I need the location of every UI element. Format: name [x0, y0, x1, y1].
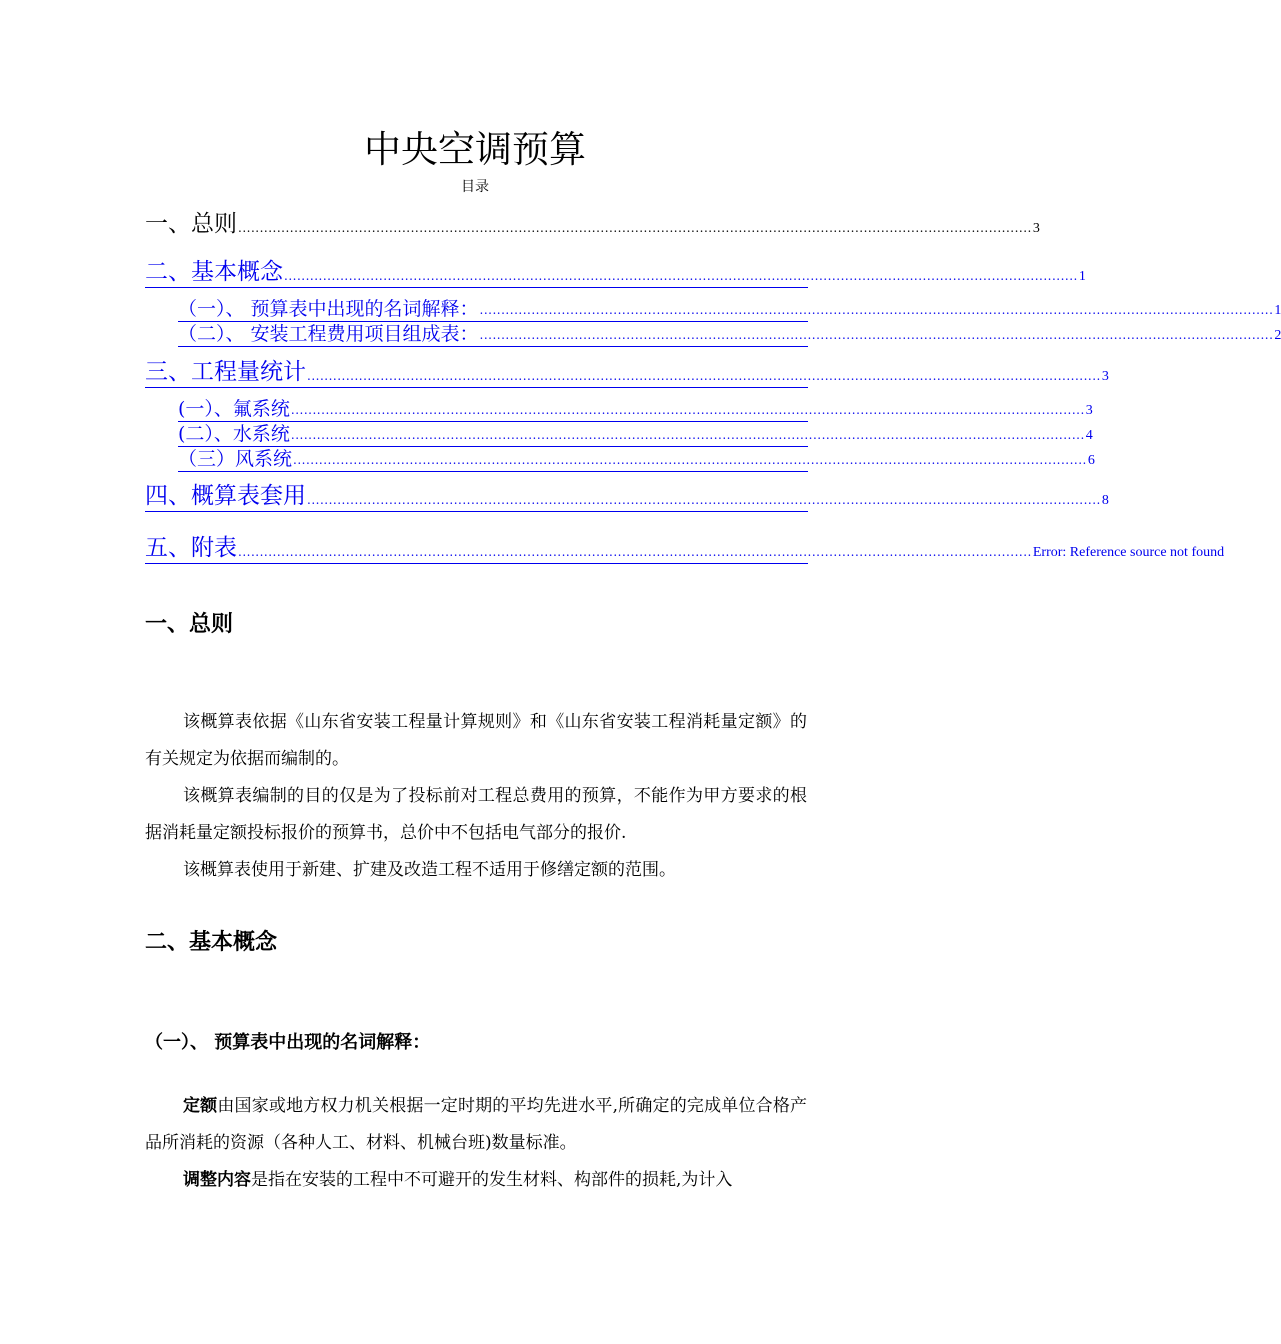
toc-item-label: 三、工程量统计	[145, 359, 306, 385]
toc-link-appendix[interactable]	[145, 533, 1225, 564]
toc-link-terms[interactable]	[178, 297, 1281, 322]
toc-link-water-system[interactable]	[178, 422, 1093, 447]
toc-item-label: 二、基本概念	[145, 259, 283, 285]
toc-page-number: 1	[1078, 269, 1086, 284]
toc-page-number: Error: Reference source not found	[1032, 545, 1225, 560]
section-heading-basic-concepts: 二、基本概念	[145, 930, 278, 955]
term-definition	[145, 1088, 807, 1162]
toc-link-cost-items[interactable]	[178, 322, 1281, 347]
toc-link-quantity[interactable]	[145, 357, 1109, 388]
toc-caption: 目录	[461, 179, 489, 195]
toc-item-label: (一）、氟系统	[178, 398, 290, 420]
toc-page-number: 6	[1087, 453, 1095, 468]
toc-leader-dots: ........................................................................................................................................................................................	[238, 545, 1032, 559]
toc-link-air-system[interactable]	[178, 447, 1095, 472]
toc-page-number: 4	[1085, 428, 1093, 443]
toc-item-label: (二）、水系统	[178, 423, 290, 445]
term-text: 是指在安装的工程中不可避开的发生材料、构部件的损耗,为计入	[251, 1170, 733, 1190]
toc-page-number: 2	[1274, 328, 1281, 343]
term-definition	[145, 1162, 807, 1199]
toc-leader-dots: ........................................................................................................................................................................................	[307, 369, 1101, 383]
toc-page-number: 3	[1032, 221, 1040, 236]
toc-page-number: 3	[1101, 369, 1109, 384]
toc-link-estimate-table[interactable]	[145, 481, 1109, 512]
toc-leader-dots: ........................................................................................................................................................................................	[284, 269, 1078, 283]
toc-page-number: 3	[1085, 403, 1093, 418]
term-text: 由国家或地方权力机关根据一定时期的平均先进水平,所确定的完成单位合格产品所消耗的资源（各种人工、材料、机械台班)数量标准。	[145, 1096, 808, 1153]
body-paragraph: 该概算表依据《山东省安装工程量计算规则》和《山东省安装工程消耗量定额》的有关规定为依据而编制的。	[145, 712, 807, 769]
toc-leader-dots: ........................................................................................................................................................................................	[479, 328, 1274, 342]
toc-link-basic-concepts[interactable]	[145, 257, 1086, 288]
toc-item-label: （二）、 安装工程费用项目组成表：	[178, 323, 479, 345]
toc-item-label: 一、总则	[145, 211, 237, 237]
toc-item-label: （三）风系统	[178, 448, 293, 470]
toc-leader-dots: ........................................................................................................................................................................................	[479, 303, 1274, 317]
document-title: 中央空调预算	[364, 128, 586, 171]
toc-item-label: （一）、 预算表中出现的名词解释：	[178, 298, 479, 320]
toc-page-number: 8	[1101, 493, 1109, 508]
toc-item-general[interactable]	[145, 209, 1040, 239]
toc-page-number: 1	[1274, 303, 1281, 318]
term-name: 调整内容	[183, 1170, 251, 1190]
term-name: 定额	[183, 1096, 218, 1116]
toc-leader-dots: ........................................................................................................................................................................................	[293, 453, 1087, 467]
toc-leader-dots: ........................................................................................................................................................................................	[290, 403, 1085, 417]
toc-item-label: 五、附表	[145, 535, 237, 561]
section-heading-general: 一、总则	[145, 612, 234, 637]
body-paragraph: 该概算表使用于新建、扩建及改造工程不适用于修缮定额的范围。	[183, 860, 676, 880]
toc-leader-dots: ........................................................................................................................................................................................	[307, 493, 1101, 507]
toc-item-label: 四、概算表套用	[145, 483, 306, 509]
body-paragraph: 该概算表编制的目的仅是为了投标前对工程总费用的预算，不能作为甲方要求的根据消耗量定额投标报价的预算书，总价中不包括电气部分的报价.	[145, 786, 807, 843]
toc-link-refrigerant-system[interactable]	[178, 397, 1093, 422]
subsection-heading-terms: （一）、 预算表中出现的名词解释：	[145, 1032, 431, 1053]
toc-leader-dots: ........................................................................................................................................................................................	[290, 428, 1085, 442]
toc-leader-dots: ........................................................................................................................................................................................	[238, 221, 1032, 235]
